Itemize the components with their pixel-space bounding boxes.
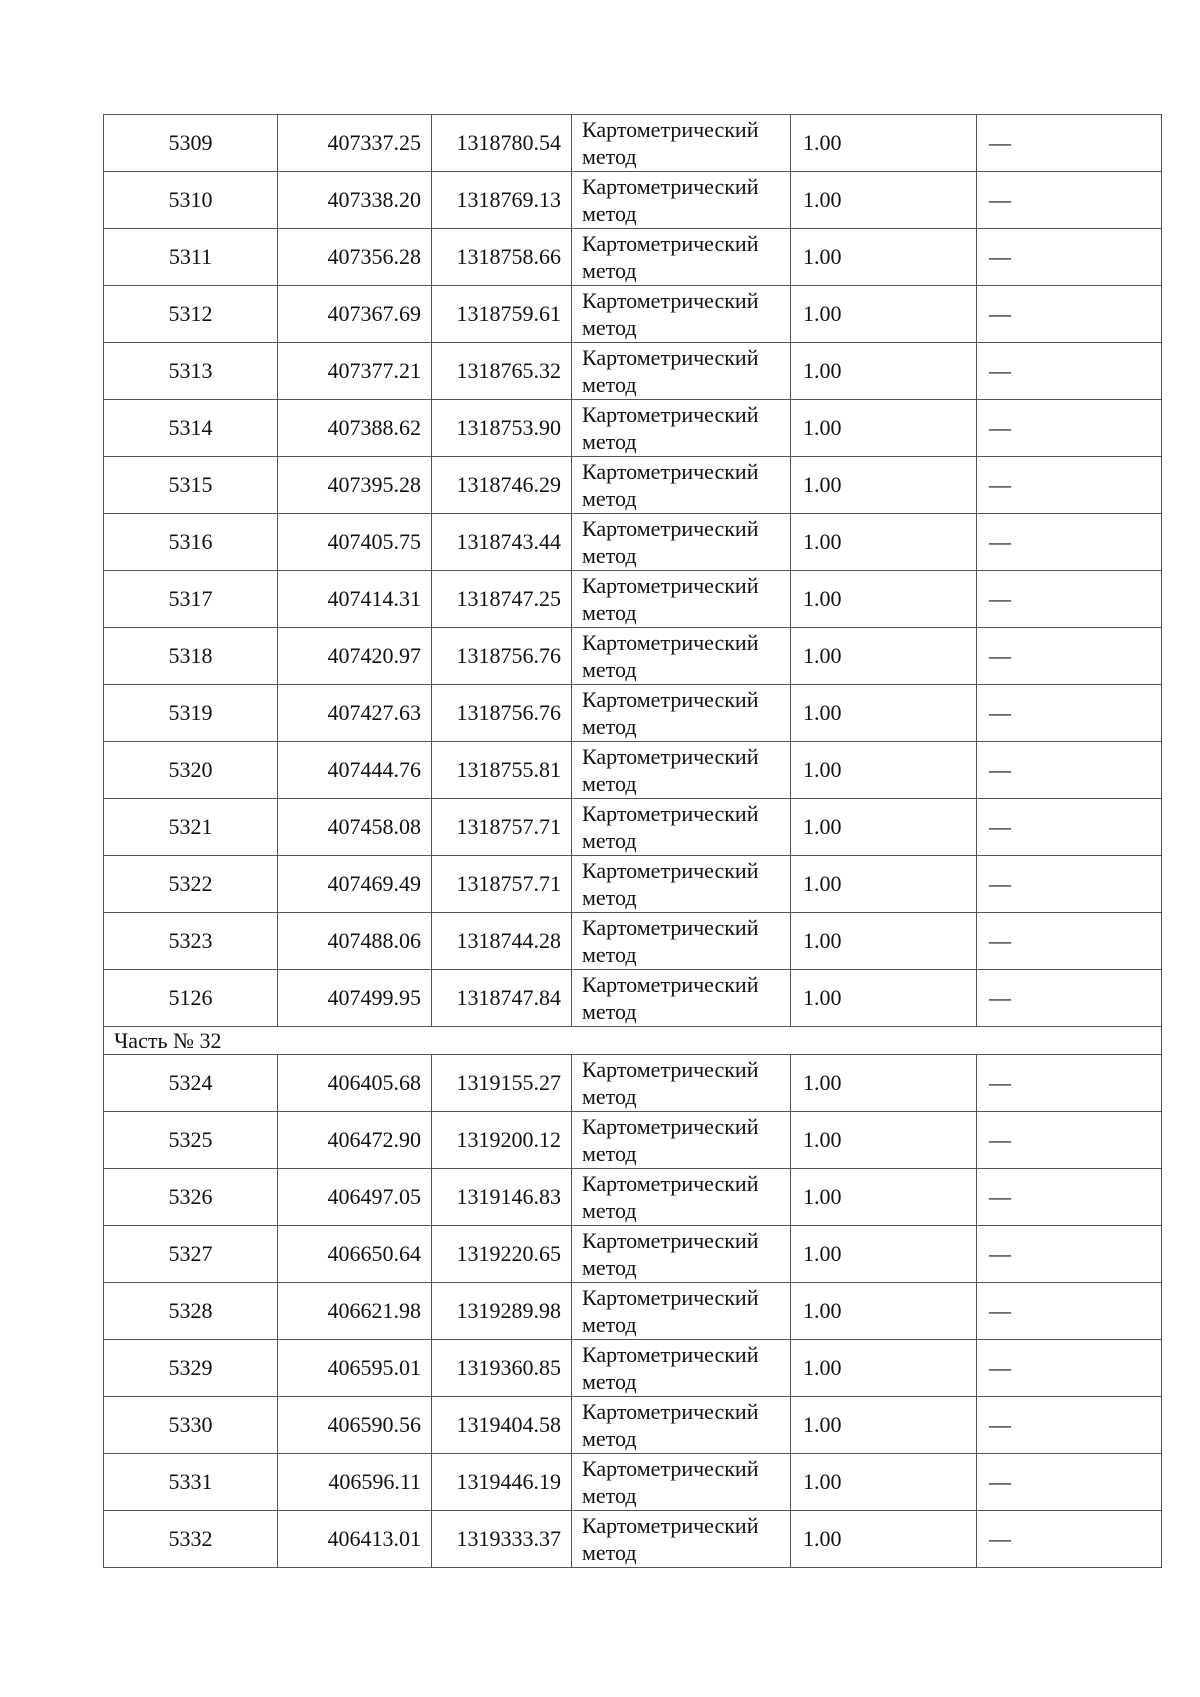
accuracy-cell: 1.00 [791,742,977,799]
coordinate-x-cell: 407469.49 [278,856,432,913]
accuracy-cell: 1.00 [791,1169,977,1226]
method-line-1: Картометрический [582,1285,759,1310]
coordinate-y-cell: 1319146.83 [432,1169,572,1226]
accuracy-cell: 1.00 [791,514,977,571]
method-line-2: метод [582,201,637,226]
description-cell: — [977,742,1162,799]
method-line-1: Картометрический [582,402,759,427]
coordinates-table-body [104,115,1162,1568]
method-line-1: Картометрический [582,1171,759,1196]
method-line-2: метод [582,657,637,682]
method-line-1: Картометрический [582,459,759,484]
coordinate-y-cell: 1318757.71 [432,799,572,856]
coordinate-y-cell: 1319289.98 [432,1283,572,1340]
method-cell [572,1511,791,1568]
accuracy-cell: 1.00 [791,628,977,685]
description-cell: — [977,970,1162,1027]
description-cell: — [977,286,1162,343]
method-line-1: Картометрический [582,630,759,655]
method-line-2: метод [582,1426,637,1451]
coordinate-y-cell: 1318780.54 [432,115,572,172]
description-cell: — [977,628,1162,685]
coordinate-y-cell: 1318747.84 [432,970,572,1027]
description-cell: — [977,514,1162,571]
coordinate-x-cell: 407458.08 [278,799,432,856]
table-row [104,457,1162,514]
point-number-cell: 5315 [104,457,278,514]
method-cell [572,457,791,514]
coordinate-x-cell: 407338.20 [278,172,432,229]
coordinate-x-cell: 406497.05 [278,1169,432,1226]
accuracy-cell: 1.00 [791,457,977,514]
table-row [104,115,1162,172]
coordinate-x-cell: 407356.28 [278,229,432,286]
point-number-cell: 5323 [104,913,278,970]
coordinate-y-cell: 1318757.71 [432,856,572,913]
method-cell [572,343,791,400]
method-line-1: Картометрический [582,801,759,826]
method-line-2: метод [582,144,637,169]
accuracy-cell: 1.00 [791,400,977,457]
method-cell [572,172,791,229]
table-row [104,229,1162,286]
section-header-row [104,1027,1162,1055]
accuracy-cell: 1.00 [791,343,977,400]
coordinate-x-cell: 407444.76 [278,742,432,799]
table-row [104,1454,1162,1511]
method-line-1: Картометрический [582,1399,759,1424]
method-line-1: Картометрический [582,972,759,997]
method-line-2: метод [582,372,637,397]
method-cell [572,1283,791,1340]
coordinate-x-cell: 406472.90 [278,1112,432,1169]
table-row [104,685,1162,742]
table-row [104,343,1162,400]
method-line-2: метод [582,1312,637,1337]
method-line-2: метод [582,543,637,568]
method-line-2: метод [582,1540,637,1565]
method-line-1: Картометрический [582,1228,759,1253]
description-cell: — [977,1055,1162,1112]
method-line-1: Картометрический [582,1513,759,1538]
description-cell: — [977,1169,1162,1226]
coordinate-x-cell: 407405.75 [278,514,432,571]
method-cell [572,1397,791,1454]
accuracy-cell: 1.00 [791,1055,977,1112]
coordinate-x-cell: 406413.01 [278,1511,432,1568]
table-row [104,913,1162,970]
point-number-cell: 5313 [104,343,278,400]
point-number-cell: 5325 [104,1112,278,1169]
method-line-1: Картометрический [582,573,759,598]
coordinate-x-cell: 407427.63 [278,685,432,742]
method-line-1: Картометрический [582,1057,759,1082]
method-line-2: метод [582,1198,637,1223]
method-line-1: Картометрический [582,288,759,313]
coordinate-x-cell: 406595.01 [278,1340,432,1397]
coordinate-x-cell: 406596.11 [278,1454,432,1511]
coordinate-x-cell: 406650.64 [278,1226,432,1283]
method-line-2: метод [582,999,637,1024]
method-line-1: Картометрический [582,516,759,541]
method-line-1: Картометрический [582,345,759,370]
description-cell: — [977,343,1162,400]
description-cell: — [977,1226,1162,1283]
method-cell [572,400,791,457]
table-row [104,1340,1162,1397]
accuracy-cell: 1.00 [791,1511,977,1568]
coordinate-y-cell: 1318765.32 [432,343,572,400]
coordinate-y-cell: 1318759.61 [432,286,572,343]
point-number-cell: 5314 [104,400,278,457]
method-cell [572,115,791,172]
method-line-2: метод [582,1255,637,1280]
method-line-2: метод [582,1369,637,1394]
coordinate-y-cell: 1319404.58 [432,1397,572,1454]
coordinate-y-cell: 1318743.44 [432,514,572,571]
description-cell: — [977,1283,1162,1340]
section-label: Часть № 32 [104,1027,1162,1055]
method-line-2: метод [582,486,637,511]
method-line-2: метод [582,429,637,454]
coordinate-y-cell: 1318744.28 [432,913,572,970]
method-cell [572,799,791,856]
method-line-2: метод [582,771,637,796]
point-number-cell: 5320 [104,742,278,799]
method-line-2: метод [582,1141,637,1166]
description-cell: — [977,571,1162,628]
table-row [104,514,1162,571]
coordinate-y-cell: 1319155.27 [432,1055,572,1112]
method-cell [572,514,791,571]
method-line-1: Картометрический [582,915,759,940]
coordinate-y-cell: 1319446.19 [432,1454,572,1511]
accuracy-cell: 1.00 [791,1112,977,1169]
accuracy-cell: 1.00 [791,913,977,970]
coordinate-y-cell: 1318747.25 [432,571,572,628]
coordinate-x-cell: 407388.62 [278,400,432,457]
table-row [104,1112,1162,1169]
coordinate-y-cell: 1318756.76 [432,628,572,685]
coordinate-x-cell: 407395.28 [278,457,432,514]
coordinate-x-cell: 407337.25 [278,115,432,172]
point-number-cell: 5311 [104,229,278,286]
point-number-cell: 5319 [104,685,278,742]
accuracy-cell: 1.00 [791,1226,977,1283]
table-row [104,1055,1162,1112]
description-cell: — [977,1340,1162,1397]
description-cell: — [977,1112,1162,1169]
accuracy-cell: 1.00 [791,1283,977,1340]
accuracy-cell: 1.00 [791,1397,977,1454]
method-line-1: Картометрический [582,744,759,769]
coordinate-y-cell: 1319220.65 [432,1226,572,1283]
coordinate-x-cell: 407367.69 [278,286,432,343]
accuracy-cell: 1.00 [791,1340,977,1397]
method-line-2: метод [582,258,637,283]
table-row [104,1169,1162,1226]
table-row [104,799,1162,856]
point-number-cell: 5309 [104,115,278,172]
coordinate-y-cell: 1318746.29 [432,457,572,514]
coordinate-y-cell: 1318769.13 [432,172,572,229]
description-cell: — [977,1511,1162,1568]
method-line-2: метод [582,942,637,967]
point-number-cell: 5322 [104,856,278,913]
method-cell [572,1454,791,1511]
method-line-1: Картометрический [582,687,759,712]
method-cell [572,685,791,742]
description-cell: — [977,400,1162,457]
method-cell [572,1226,791,1283]
description-cell: — [977,856,1162,913]
method-line-2: метод [582,1483,637,1508]
method-cell [572,1340,791,1397]
method-line-2: метод [582,714,637,739]
method-cell [572,1055,791,1112]
accuracy-cell: 1.00 [791,172,977,229]
method-line-2: метод [582,1084,637,1109]
method-line-1: Картометрический [582,1114,759,1139]
accuracy-cell: 1.00 [791,115,977,172]
point-number-cell: 5327 [104,1226,278,1283]
point-number-cell: 5331 [104,1454,278,1511]
coordinate-x-cell: 406590.56 [278,1397,432,1454]
point-number-cell: 5330 [104,1397,278,1454]
coordinate-x-cell: 407499.95 [278,970,432,1027]
description-cell: — [977,115,1162,172]
coordinate-y-cell: 1319200.12 [432,1112,572,1169]
accuracy-cell: 1.00 [791,286,977,343]
description-cell: — [977,229,1162,286]
description-cell: — [977,799,1162,856]
coordinate-y-cell: 1318753.90 [432,400,572,457]
method-cell [572,229,791,286]
method-line-2: метод [582,885,637,910]
table-row [104,628,1162,685]
method-cell [572,286,791,343]
table-row [104,1511,1162,1568]
point-number-cell: 5317 [104,571,278,628]
coordinate-x-cell: 407414.31 [278,571,432,628]
table-row [104,856,1162,913]
description-cell: — [977,1397,1162,1454]
coordinate-x-cell: 407377.21 [278,343,432,400]
table-row [104,1283,1162,1340]
table-row [104,970,1162,1027]
point-number-cell: 5321 [104,799,278,856]
table-row [104,172,1162,229]
coordinate-x-cell: 406621.98 [278,1283,432,1340]
point-number-cell: 5310 [104,172,278,229]
table-row [104,571,1162,628]
table-row [104,286,1162,343]
point-number-cell: 5328 [104,1283,278,1340]
point-number-cell: 5312 [104,286,278,343]
method-cell [572,856,791,913]
point-number-cell: 5324 [104,1055,278,1112]
accuracy-cell: 1.00 [791,571,977,628]
coordinate-y-cell: 1319360.85 [432,1340,572,1397]
point-number-cell: 5326 [104,1169,278,1226]
method-line-1: Картометрический [582,231,759,256]
table-row [104,1397,1162,1454]
accuracy-cell: 1.00 [791,799,977,856]
point-number-cell: 5329 [104,1340,278,1397]
method-line-1: Картометрический [582,1342,759,1367]
coordinate-y-cell: 1318756.76 [432,685,572,742]
accuracy-cell: 1.00 [791,229,977,286]
description-cell: — [977,685,1162,742]
point-number-cell: 5332 [104,1511,278,1568]
method-line-1: Картометрический [582,1456,759,1481]
method-cell [572,1169,791,1226]
table-row [104,400,1162,457]
method-line-1: Картометрический [582,117,759,142]
description-cell: — [977,1454,1162,1511]
table-row [104,742,1162,799]
coordinate-y-cell: 1318755.81 [432,742,572,799]
coordinate-y-cell: 1318758.66 [432,229,572,286]
method-cell [572,571,791,628]
description-cell: — [977,457,1162,514]
table-row [104,1226,1162,1283]
method-cell [572,913,791,970]
method-cell [572,628,791,685]
method-line-1: Картометрический [582,174,759,199]
description-cell: — [977,913,1162,970]
method-line-1: Картометрический [582,858,759,883]
point-number-cell: 5126 [104,970,278,1027]
point-number-cell: 5318 [104,628,278,685]
method-cell [572,742,791,799]
method-cell [572,1112,791,1169]
coordinates-table [103,114,1162,1568]
coordinate-x-cell: 407488.06 [278,913,432,970]
description-cell: — [977,172,1162,229]
method-line-2: метод [582,600,637,625]
method-line-2: метод [582,828,637,853]
accuracy-cell: 1.00 [791,1454,977,1511]
coordinate-x-cell: 407420.97 [278,628,432,685]
accuracy-cell: 1.00 [791,685,977,742]
coordinate-x-cell: 406405.68 [278,1055,432,1112]
method-cell [572,970,791,1027]
method-line-2: метод [582,315,637,340]
point-number-cell: 5316 [104,514,278,571]
accuracy-cell: 1.00 [791,856,977,913]
accuracy-cell: 1.00 [791,970,977,1027]
coordinate-y-cell: 1319333.37 [432,1511,572,1568]
